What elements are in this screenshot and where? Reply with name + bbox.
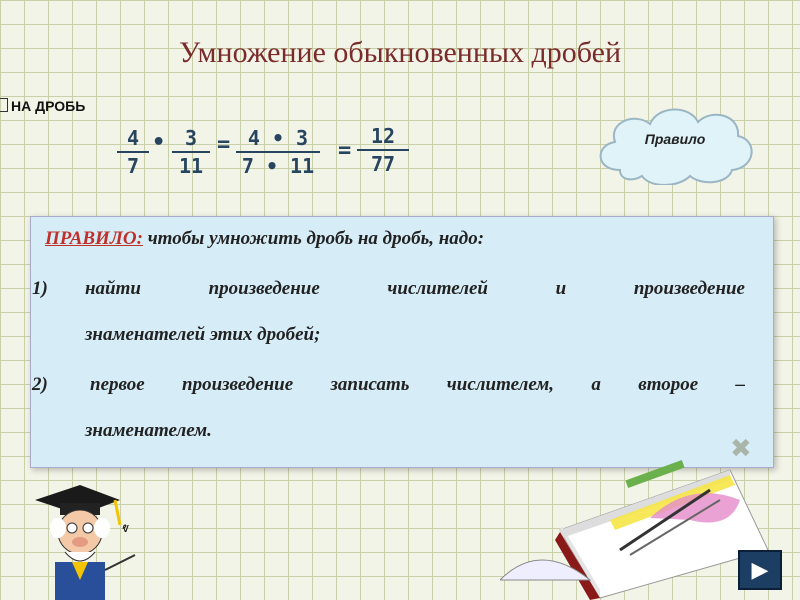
equals-sign: = [217,132,231,157]
equals-sign: = [338,138,352,163]
next-arrow-icon: ▶ [751,557,769,583]
rule-item-text: первое произведение записать числителем, а второе – [90,374,745,395]
numerator: 4 • 3 [247,126,309,150]
close-icon[interactable]: ✖ [730,434,752,464]
rule-keyword: ПРАВИЛО: [45,228,143,249]
rule-heading [45,228,484,250]
denominator: 7 [126,154,140,178]
denominator: 77 [370,152,396,176]
next-slide-button[interactable] [738,550,782,590]
fraction-result [357,124,409,176]
section-subtitle [0,98,85,114]
professor-character-image [10,470,140,600]
multiply-sign: • [152,130,166,155]
rule-item-number: 2) [32,374,48,395]
rule-intro: чтобы умножить дробь на дробь, надо: [142,228,485,249]
book-and-tools-image [500,440,770,600]
rule-button-label[interactable]: Правило [644,131,706,147]
svg-text:ⱴ: ⱴ [122,521,130,535]
rule-item-number: 1) [32,278,48,299]
rule-item-text: знаменателей этих дробей; [85,324,321,345]
fraction-1 [117,126,149,178]
fraction-2 [172,126,210,178]
rule-item-text: знаменателем. [85,420,212,441]
numerator: 4 [126,126,140,150]
rule-item-text: найти произведение числителей и произведение [85,278,745,299]
numerator: 12 [370,124,396,148]
denominator: 7 • 11 [241,154,315,178]
fraction-3 [236,126,320,178]
denominator: 11 [178,154,204,178]
subtitle-text: НА ДРОБЬ [11,98,86,114]
numerator: 3 [184,126,198,150]
slide-title: Умножение обыкновенных дробей [178,36,622,69]
